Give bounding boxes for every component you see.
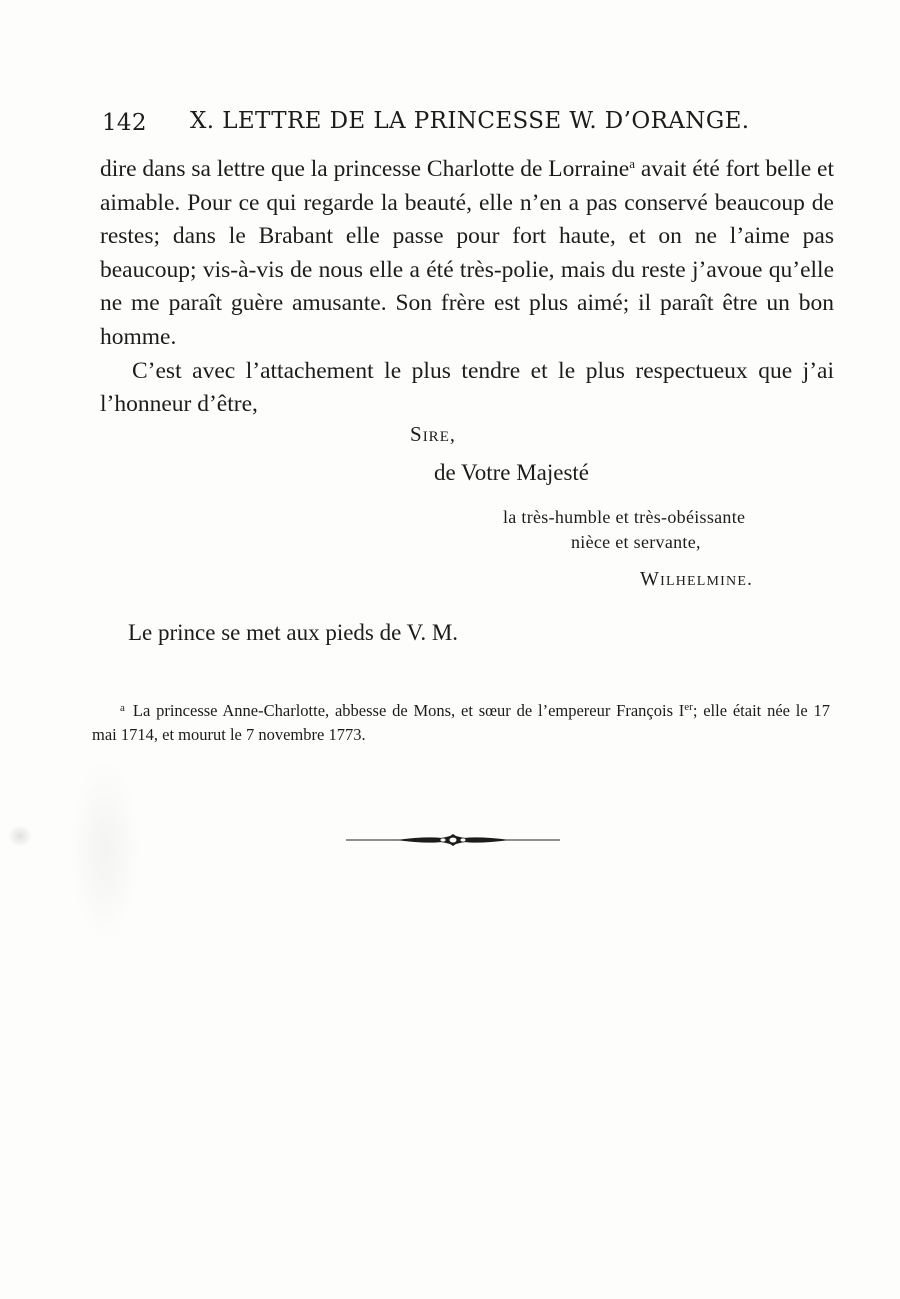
salutation-rest: IRE bbox=[422, 429, 450, 445]
salutation-punct: , bbox=[449, 424, 456, 446]
running-head bbox=[102, 104, 842, 144]
page-number: 142 bbox=[102, 110, 147, 136]
signature-initial: W bbox=[640, 568, 661, 590]
closing-majesty: de Votre Majesté bbox=[434, 460, 590, 485]
paper-smudge bbox=[70, 760, 140, 940]
paper-speck bbox=[8, 825, 32, 847]
salutation-initial: S bbox=[410, 422, 423, 446]
postscript: Le prince se met aux pieds de V. M. bbox=[128, 620, 459, 645]
paragraph-1 bbox=[100, 153, 834, 355]
letter-body bbox=[100, 153, 834, 422]
footnote-text-start: La princesse Anne-Charlotte, abbesse de Mons, et sœur de l’empereur François I bbox=[132, 701, 685, 720]
footnote-text-end: ; elle était née le 17 mai 1714, et mourut le 7 novembre 1773. bbox=[92, 701, 830, 744]
paragraph-1-rest: avait été fort belle et aimable. Pour ce qui regarde la beauté, elle n’en a pas conservé beaucoup de restes; dans le Brabant elle passe pour fort haute, et on ne l’aime pas beaucoup; vis-à-vis de nous elle a été très-polie, mais du reste j’avoue qu’elle ne me paraît guère amusante. Son frère est plus aimé; il paraît être un bon homme. bbox=[100, 156, 835, 350]
note-reference: a bbox=[629, 156, 635, 171]
closing-niece: nièce et servante, bbox=[571, 532, 701, 552]
ornament-rule-icon bbox=[346, 830, 560, 850]
paragraph-1-start: dire dans sa lettre que la princesse Charlotte de Lorraine bbox=[100, 156, 630, 182]
chapter-title: X. LETTRE DE LA PRINCESSE W. D’ORANGE. bbox=[190, 108, 750, 134]
salutation bbox=[410, 422, 456, 447]
footnote-superscript: er bbox=[684, 701, 693, 713]
signature-rest: ILHELMINE bbox=[660, 574, 748, 589]
footnote-marker: a bbox=[120, 702, 125, 714]
footnote bbox=[92, 696, 830, 747]
signature bbox=[640, 568, 753, 591]
closing-humble: la très-humble et très-obéissante bbox=[503, 507, 746, 527]
signature-punct: . bbox=[747, 569, 754, 590]
paragraph-2: C’est avec l’attachement le plus tendre et le plus respectueux que j’ai l’honneur d’être, bbox=[100, 357, 834, 418]
